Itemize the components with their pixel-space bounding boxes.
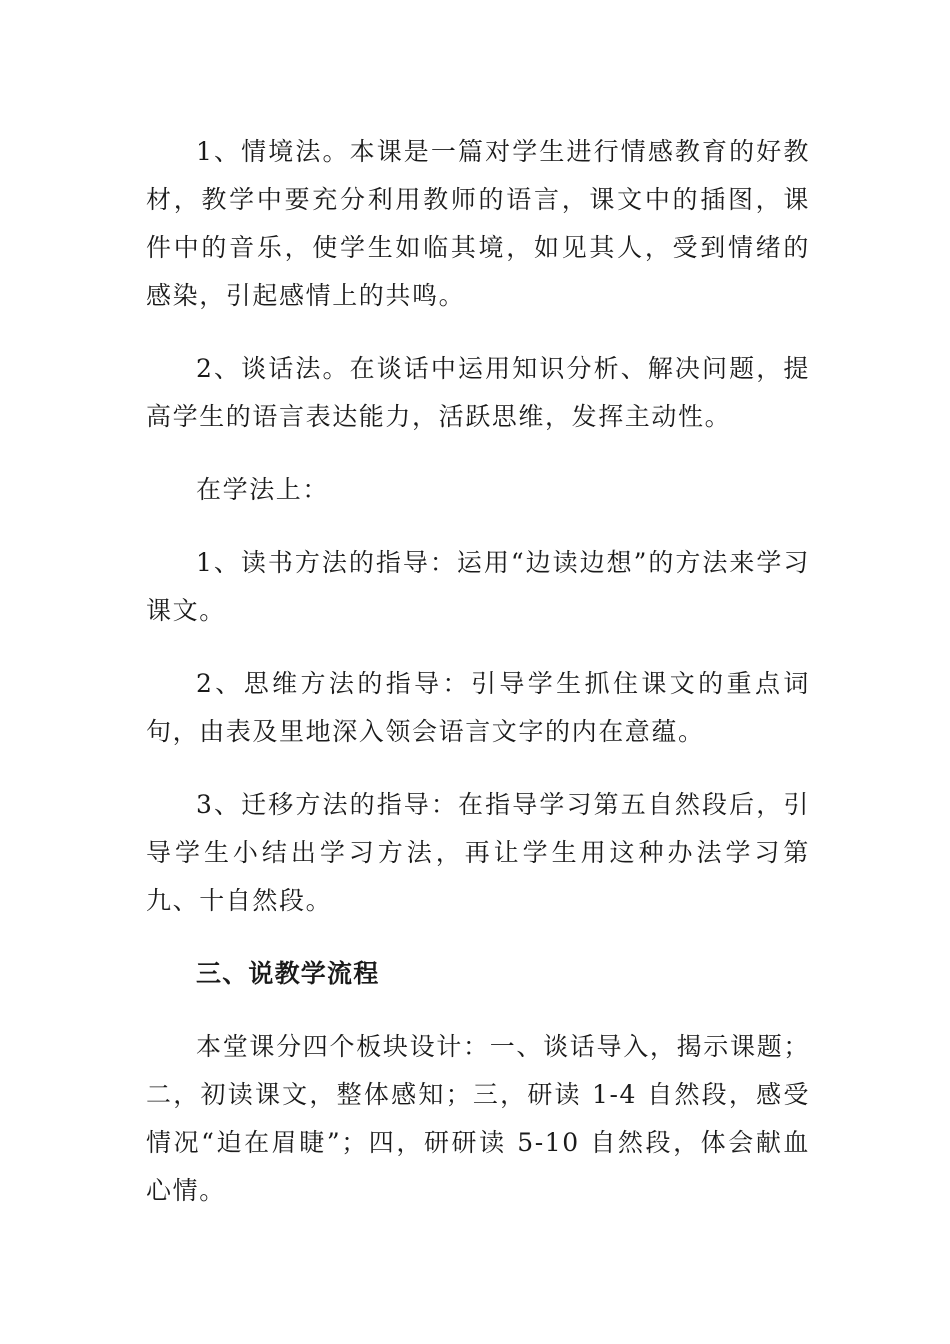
- document-body: [146, 128, 810, 1240]
- paragraph-thinking-method: 2、思维方法的指导：引导学生抓住课文的重点词句，由表及里地深入领会语言文字的内在意蕴。: [146, 669, 810, 746]
- paragraph-conversation-method: 2、谈话法。在谈话中运用知识分析、解决问题，提高学生的语言表达能力，活跃思维，发挥主动性。: [146, 354, 810, 431]
- paragraph-lesson-structure: 本堂课分四个板块设计：一、谈话导入，揭示课题；二，初读课文，整体感知；三，研读 1-4 自然段，感受情况“迫在眉睫”；四，研研读 5-10 自然段，体会献血心情。: [146, 1032, 810, 1205]
- paragraph-situational-method: 1、情境法。本课是一篇对学生进行情感教育的好教材，教学中要充分利用教师的语言，课文中的插图，课件中的音乐，使学生如临其境，如见其人，受到情绪的感染，引起感情上的共鸣。: [146, 137, 810, 310]
- section-heading-teaching-process: 三、说教学流程: [196, 959, 380, 988]
- paragraph-learning-methods-intro: 在学法上：: [196, 475, 330, 504]
- paragraph-transfer-method: 3、迁移方法的指导：在指导学习第五自然段后，引导学生小结出学习方法，再让学生用这种办法学习第九、十自然段。: [146, 790, 810, 915]
- paragraph-reading-method: 1、读书方法的指导：运用“边读边想”的方法来学习课文。: [146, 548, 810, 625]
